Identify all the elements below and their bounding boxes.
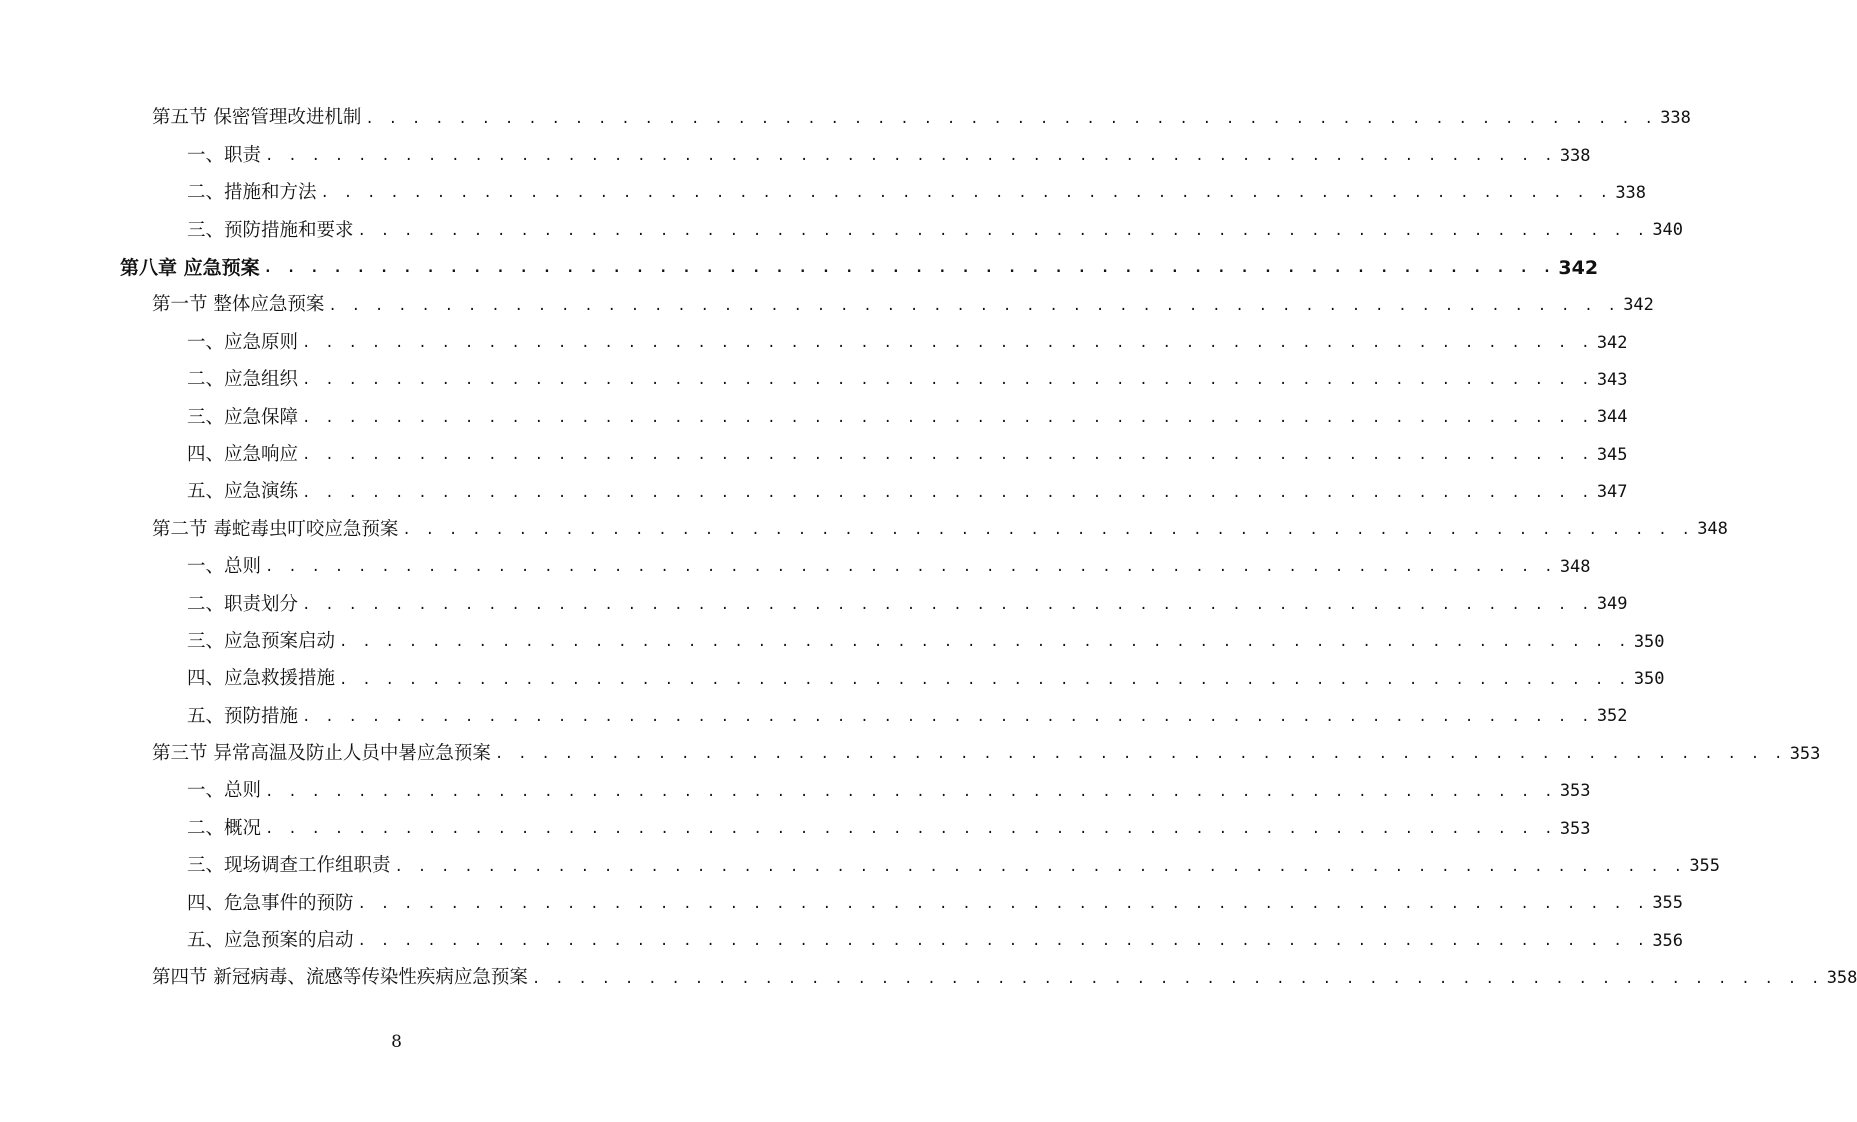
toc-entry-page-number: 348 xyxy=(1559,556,1591,577)
toc-entry-page-number: 344 xyxy=(1596,407,1628,428)
toc-entry-title: 五、预防措施 xyxy=(187,705,299,727)
toc-entry-page-number: 353 xyxy=(1789,743,1821,764)
toc-entry-page-number: 356 xyxy=(1652,930,1684,951)
dot-leader: . . . . . . . . . . . . . . . . . . . . . . . . . . . . . . . . . . . . . . . . . . . . . . . . . . . . . . . . xyxy=(265,821,1556,838)
toc-item-entry[interactable] xyxy=(0,848,1721,885)
toc-item-entry[interactable] xyxy=(0,437,1628,474)
toc-entry-title: 第四节 新冠病毒、流感等传染性疾病应急预案 xyxy=(152,967,528,989)
toc-entry-page-number: 340 xyxy=(1652,220,1684,241)
toc-item-entry[interactable] xyxy=(0,474,1628,511)
toc-entry-page-number: 343 xyxy=(1596,369,1628,390)
toc-entry-page-number: 358 xyxy=(1826,968,1857,989)
toc-entry-page-number: 345 xyxy=(1596,444,1628,465)
toc-entry-page-number: 342 xyxy=(1558,256,1599,279)
table-of-contents xyxy=(0,100,1857,997)
toc-entry-page-number: 353 xyxy=(1559,781,1591,802)
dot-leader: . . . . . . . . . . . . . . . . . . . . . . . . . . . . . . . . . . . . . . . . . . . . . . . . . . . . . . . . xyxy=(339,634,1630,651)
toc-entry-page-number: 350 xyxy=(1633,631,1665,652)
dot-leader: . . . . . . . . . . . . . . . . . . . . . . . . . . . . . . . . . . . . . . . . . . . . . . . . . . . . . . . . xyxy=(328,297,1620,314)
dot-leader: . . . . . . . . . . . . . . . . . . . . . . . . . . . . . . . . . . . . . . . . . . . . . . . . . . . . . . . . xyxy=(302,409,1593,426)
dot-leader: . . . . . . . . . . . . . . . . . . . . . . . . . . . . . . . . . . . . . . . . . . . . . . . . . . . . . . . . xyxy=(320,185,1612,202)
toc-section-entry[interactable] xyxy=(0,287,1654,324)
dot-leader: . . . . . . . . . . . . . . . . . . . . . . . . . . . . . . . . . . . . . . . . . . . . . . . . . . . . . . . . xyxy=(265,783,1556,800)
toc-entry-page-number: 348 xyxy=(1697,519,1728,540)
toc-entry-page-number: 347 xyxy=(1596,482,1628,503)
toc-entry-title: 一、职责 xyxy=(187,144,262,166)
toc-item-entry[interactable] xyxy=(0,623,1665,660)
toc-item-entry[interactable] xyxy=(0,661,1665,698)
dot-leader: . . . . . . . . . . . . . . . . . . . . . . . . . . . . . . . . . . . . . . . . . . . . . . . . . . . . . . . . xyxy=(357,222,1649,239)
dot-leader: . . . . . . . . . . . . . . . . . . . . . . . . . . . . . . . . . . . . . . . . . . . . . . . . . . . . . . . . xyxy=(394,858,1686,875)
toc-entry-title: 四、危急事件的预防 xyxy=(187,892,354,914)
dot-leader: . . . . . . . . . . . . . . . . . . . . . . . . . . . . . . . . . . . . . . . . . . . . . . . . . . . . . . . . xyxy=(531,970,1823,987)
dot-leader: . . . . . . . . . . . . . . . . . . . . . . . . . . . . . . . . . . . . . . . . . . . . . . . . . . . . . . . . xyxy=(263,260,1555,277)
toc-entry-title: 三、应急预案启动 xyxy=(187,630,336,652)
toc-item-entry[interactable] xyxy=(0,586,1628,623)
toc-entry-title: 三、现场调查工作组职责 xyxy=(187,855,391,877)
toc-entry-title: 五、应急演练 xyxy=(187,481,299,503)
toc-section-entry[interactable] xyxy=(0,736,1821,773)
toc-entry-page-number: 353 xyxy=(1559,818,1591,839)
toc-entry-title: 一、总则 xyxy=(187,556,262,578)
toc-entry-page-number: 355 xyxy=(1689,856,1721,876)
toc-item-entry[interactable] xyxy=(0,923,1684,960)
toc-entry-title: 第八章 应急预案 xyxy=(120,256,260,279)
toc-entry-title: 二、应急组织 xyxy=(187,369,299,391)
toc-item-entry[interactable] xyxy=(0,175,1647,212)
toc-item-entry[interactable] xyxy=(0,698,1628,735)
toc-item-entry[interactable] xyxy=(0,810,1591,847)
toc-entry-page-number: 338 xyxy=(1559,145,1591,166)
toc-section-entry[interactable] xyxy=(0,100,1691,137)
toc-entry-title: 一、总则 xyxy=(187,780,262,802)
toc-entry-title: 一、应急原则 xyxy=(187,331,299,353)
toc-item-entry[interactable] xyxy=(0,549,1591,586)
dot-leader: . . . . . . . . . . . . . . . . . . . . . . . . . . . . . . . . . . . . . . . . . . . . . . . . . . . . . . . . xyxy=(302,372,1593,389)
toc-entry-title: 二、职责划分 xyxy=(187,593,299,615)
toc-entry-page-number: 342 xyxy=(1623,295,1654,316)
toc-entry-title: 三、应急保障 xyxy=(187,406,299,428)
toc-entry-title: 第一节 整体应急预案 xyxy=(152,294,325,316)
toc-entry-title: 五、应急预案的启动 xyxy=(187,930,354,952)
dot-leader: . . . . . . . . . . . . . . . . . . . . . . . . . . . . . . . . . . . . . . . . . . . . . . . . . . . . . . . . xyxy=(365,110,1657,127)
dot-leader: . . . . . . . . . . . . . . . . . . . . . . . . . . . . . . . . . . . . . . . . . . . . . . . . . . . . . . . . xyxy=(302,708,1593,725)
toc-entry-title: 二、措施和方法 xyxy=(187,182,317,204)
toc-entry-title: 第三节 异常高温及防止人员中暑应急预案 xyxy=(152,743,491,765)
toc-item-entry[interactable] xyxy=(0,399,1628,436)
toc-entry-page-number: 355 xyxy=(1652,893,1684,914)
toc-item-entry[interactable] xyxy=(0,137,1591,174)
dot-leader: . . . . . . . . . . . . . . . . . . . . . . . . . . . . . . . . . . . . . . . . . . . . . . . . . . . . . . . . xyxy=(402,521,1694,538)
toc-entry-page-number: 338 xyxy=(1660,108,1691,129)
toc-item-entry[interactable] xyxy=(0,212,1684,249)
dot-leader: . . . . . . . . . . . . . . . . . . . . . . . . . . . . . . . . . . . . . . . . . . . . . . . . . . . . . . . . xyxy=(265,559,1556,576)
page-number: 8 xyxy=(391,1032,402,1052)
toc-entry-title: 四、应急响应 xyxy=(187,443,299,465)
toc-entry-page-number: 350 xyxy=(1633,669,1665,690)
dot-leader: . . . . . . . . . . . . . . . . . . . . . . . . . . . . . . . . . . . . . . . . . . . . . . . . . . . . . . . . xyxy=(265,148,1556,165)
toc-item-entry[interactable] xyxy=(0,324,1628,361)
toc-entry-title: 第二节 毒蛇毒虫叮咬应急预案 xyxy=(152,518,399,540)
dot-leader: . . . . . . . . . . . . . . . . . . . . . . . . . . . . . . . . . . . . . . . . . . . . . . . . . . . . . . . . xyxy=(302,335,1593,352)
dot-leader: . . . . . . . . . . . . . . . . . . . . . . . . . . . . . . . . . . . . . . . . . . . . . . . . . . . . . . . . xyxy=(357,895,1649,912)
toc-entry-page-number: 349 xyxy=(1596,594,1628,615)
toc-item-entry[interactable] xyxy=(0,885,1684,922)
toc-entry-page-number: 338 xyxy=(1615,182,1647,203)
toc-item-entry[interactable] xyxy=(0,773,1591,810)
dot-leader: . . . . . . . . . . . . . . . . . . . . . . . . . . . . . . . . . . . . . . . . . . . . . . . . . . . . . . . . xyxy=(302,484,1593,501)
toc-section-entry[interactable] xyxy=(0,960,1857,997)
dot-leader: . . . . . . . . . . . . . . . . . . . . . . . . . . . . . . . . . . . . . . . . . . . . . . . . . . . . . . . . xyxy=(357,933,1649,950)
dot-leader: . . . . . . . . . . . . . . . . . . . . . . . . . . . . . . . . . . . . . . . . . . . . . . . . . . . . . . . . xyxy=(302,596,1593,613)
toc-entry-title: 三、预防措施和要求 xyxy=(187,219,354,241)
toc-entry-title: 二、概况 xyxy=(187,817,262,839)
toc-chapter-entry[interactable] xyxy=(0,250,1599,287)
toc-entry-title: 第五节 保密管理改进机制 xyxy=(152,107,362,129)
dot-leader: . . . . . . . . . . . . . . . . . . . . . . . . . . . . . . . . . . . . . . . . . . . . . . . . . . . . . . . . xyxy=(339,671,1630,688)
toc-item-entry[interactable] xyxy=(0,362,1628,399)
toc-entry-page-number: 342 xyxy=(1596,332,1628,353)
dot-leader: . . . . . . . . . . . . . . . . . . . . . . . . . . . . . . . . . . . . . . . . . . . . . . . . . . . . . . . . xyxy=(302,447,1593,464)
dot-leader: . . . . . . . . . . . . . . . . . . . . . . . . . . . . . . . . . . . . . . . . . . . . . . . . . . . . . . . . xyxy=(494,746,1786,763)
toc-entry-title: 四、应急救援措施 xyxy=(187,668,336,690)
toc-section-entry[interactable] xyxy=(0,511,1728,548)
toc-entry-page-number: 352 xyxy=(1596,706,1628,727)
